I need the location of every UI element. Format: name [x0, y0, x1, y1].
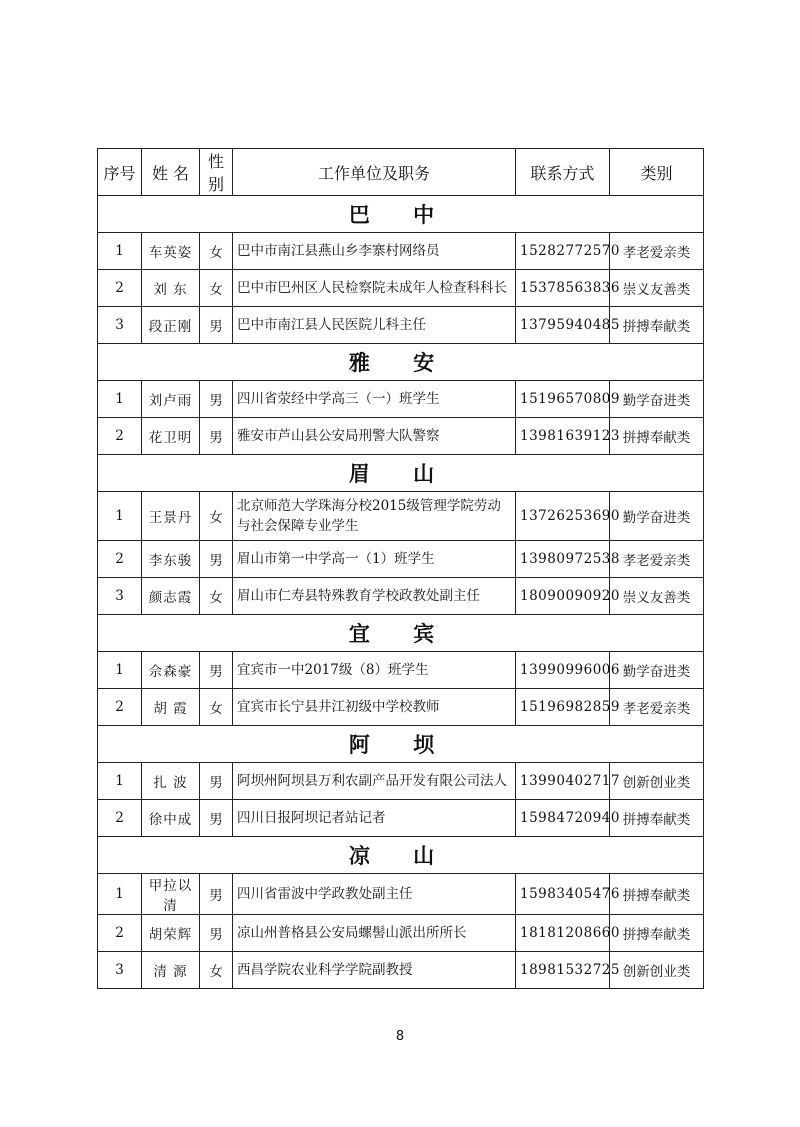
cell-sex: 女 — [200, 952, 233, 989]
cell-phone: 15282772570 — [516, 233, 610, 270]
cell-name: 花卫明 — [142, 418, 200, 455]
table-row — [98, 874, 704, 915]
cell-category: 拼搏奉献类 — [610, 915, 704, 952]
cell-phone: 13726253690 — [516, 492, 610, 541]
cell-sex: 男 — [200, 541, 233, 578]
cell-category: 孝老爱亲类 — [610, 233, 704, 270]
cell-category: 创新创业类 — [610, 763, 704, 800]
cell-name: 胡 霞 — [142, 689, 200, 726]
cell-category: 孝老爱亲类 — [610, 689, 704, 726]
table-row — [98, 233, 704, 270]
cell-unit: 宜宾市一中2017级（8）班学生 — [233, 652, 516, 689]
region-heading: 巴 中 — [98, 196, 704, 233]
cell-phone: 13795940485 — [516, 307, 610, 344]
table-row — [98, 307, 704, 344]
cell-phone: 13980972538 — [516, 541, 610, 578]
cell-phone: 15983405476 — [516, 874, 610, 915]
cell-name: 车英姿 — [142, 233, 200, 270]
cell-phone: 13981639123 — [516, 418, 610, 455]
header-idx: 序号 — [98, 149, 142, 196]
cell-category: 创新创业类 — [610, 952, 704, 989]
cell-phone: 15378563836 — [516, 270, 610, 307]
cell-index: 1 — [98, 652, 142, 689]
cell-index: 2 — [98, 689, 142, 726]
table-row — [98, 800, 704, 837]
cell-phone: 15196982859 — [516, 689, 610, 726]
cell-sex: 男 — [200, 418, 233, 455]
cell-sex: 女 — [200, 492, 233, 541]
cell-name: 清 源 — [142, 952, 200, 989]
cell-name: 徐中成 — [142, 800, 200, 837]
cell-name: 胡荣辉 — [142, 915, 200, 952]
cell-sex: 男 — [200, 652, 233, 689]
cell-unit: 巴中市南江县人民医院儿科主任 — [233, 307, 516, 344]
region-heading: 宜 宾 — [98, 615, 704, 652]
header-sex: 性别 — [200, 149, 233, 196]
cell-index: 2 — [98, 418, 142, 455]
table-row — [98, 418, 704, 455]
honoree-table — [97, 148, 704, 989]
region-heading: 雅 安 — [98, 344, 704, 381]
cell-name: 佘森豪 — [142, 652, 200, 689]
cell-category: 崇义友善类 — [610, 270, 704, 307]
cell-index: 1 — [98, 874, 142, 915]
cell-sex: 男 — [200, 307, 233, 344]
cell-unit: 眉山市仁寿县特殊教育学校政教处副主任 — [233, 578, 516, 615]
cell-category: 拼搏奉献类 — [610, 874, 704, 915]
cell-phone: 15984720940 — [516, 800, 610, 837]
cell-name: 甲拉以清 — [142, 874, 200, 915]
cell-sex: 女 — [200, 233, 233, 270]
table-row — [98, 652, 704, 689]
cell-index: 2 — [98, 541, 142, 578]
cell-name: 扎 波 — [142, 763, 200, 800]
cell-name: 刘卢雨 — [142, 381, 200, 418]
cell-unit: 阿坝州阿坝县万利农副产品开发有限公司法人 — [233, 763, 516, 800]
cell-phone: 18181208660 — [516, 915, 610, 952]
region-heading: 凉 山 — [98, 837, 704, 874]
header-name: 姓 名 — [142, 149, 200, 196]
cell-sex: 女 — [200, 270, 233, 307]
cell-phone: 18981532725 — [516, 952, 610, 989]
table-row — [98, 952, 704, 989]
table-row — [98, 270, 704, 307]
region-heading: 眉 山 — [98, 455, 704, 492]
cell-unit: 雅安市芦山县公安局刑警大队警察 — [233, 418, 516, 455]
table-row — [98, 381, 704, 418]
cell-sex: 女 — [200, 689, 233, 726]
header-unit: 工作单位及职务 — [233, 149, 516, 196]
cell-category: 拼搏奉献类 — [610, 307, 704, 344]
cell-category: 勤学奋进类 — [610, 492, 704, 541]
cell-name: 王景丹 — [142, 492, 200, 541]
table-row — [98, 915, 704, 952]
cell-phone: 15196570809 — [516, 381, 610, 418]
cell-index: 1 — [98, 492, 142, 541]
cell-name: 颜志霞 — [142, 578, 200, 615]
cell-unit: 巴中市南江县燕山乡李寨村网络员 — [233, 233, 516, 270]
region-row — [98, 615, 704, 652]
table-row — [98, 689, 704, 726]
cell-unit: 西昌学院农业科学学院副教授 — [233, 952, 516, 989]
cell-phone: 13990996006 — [516, 652, 610, 689]
cell-index: 3 — [98, 952, 142, 989]
region-row — [98, 344, 704, 381]
region-row — [98, 837, 704, 874]
cell-category: 勤学奋进类 — [610, 652, 704, 689]
cell-sex: 男 — [200, 874, 233, 915]
page-number: 8 — [395, 1029, 405, 1044]
table-row — [98, 541, 704, 578]
cell-unit: 巴中市巴州区人民检察院未成年人检查科科长 — [233, 270, 516, 307]
cell-sex: 男 — [200, 915, 233, 952]
cell-index: 3 — [98, 578, 142, 615]
cell-sex: 男 — [200, 800, 233, 837]
cell-category: 勤学奋进类 — [610, 381, 704, 418]
cell-index: 2 — [98, 800, 142, 837]
cell-unit: 北京师范大学珠海分校2015级管理学院劳动与社会保障专业学生 — [233, 492, 516, 541]
region-row — [98, 726, 704, 763]
cell-category: 拼搏奉献类 — [610, 418, 704, 455]
cell-category: 崇义友善类 — [610, 578, 704, 615]
cell-unit: 四川省雷波中学政教处副主任 — [233, 874, 516, 915]
cell-sex: 男 — [200, 381, 233, 418]
cell-index: 2 — [98, 915, 142, 952]
table-body — [98, 196, 704, 989]
cell-phone: 13990402717 — [516, 763, 610, 800]
cell-index: 2 — [98, 270, 142, 307]
cell-unit: 眉山市第一中学高一（1）班学生 — [233, 541, 516, 578]
table-row — [98, 578, 704, 615]
cell-index: 1 — [98, 233, 142, 270]
cell-name: 刘 东 — [142, 270, 200, 307]
cell-name: 段正刚 — [142, 307, 200, 344]
cell-category: 拼搏奉献类 — [610, 800, 704, 837]
cell-unit: 四川省荥经中学高三（一）班学生 — [233, 381, 516, 418]
cell-sex: 女 — [200, 578, 233, 615]
cell-unit: 四川日报阿坝记者站记者 — [233, 800, 516, 837]
cell-index: 1 — [98, 381, 142, 418]
cell-unit: 宜宾市长宁县井江初级中学校教师 — [233, 689, 516, 726]
table-row — [98, 763, 704, 800]
region-heading: 阿 坝 — [98, 726, 704, 763]
header-category: 类别 — [610, 149, 704, 196]
cell-unit: 凉山州普格县公安局螺髻山派出所所长 — [233, 915, 516, 952]
cell-phone: 18090090920 — [516, 578, 610, 615]
region-row — [98, 455, 704, 492]
cell-index: 3 — [98, 307, 142, 344]
cell-index: 1 — [98, 763, 142, 800]
region-row — [98, 196, 704, 233]
table-header-row — [98, 149, 704, 196]
cell-name: 李东骏 — [142, 541, 200, 578]
header-phone: 联系方式 — [516, 149, 610, 196]
cell-sex: 男 — [200, 763, 233, 800]
table-row — [98, 492, 704, 541]
cell-category: 孝老爱亲类 — [610, 541, 704, 578]
